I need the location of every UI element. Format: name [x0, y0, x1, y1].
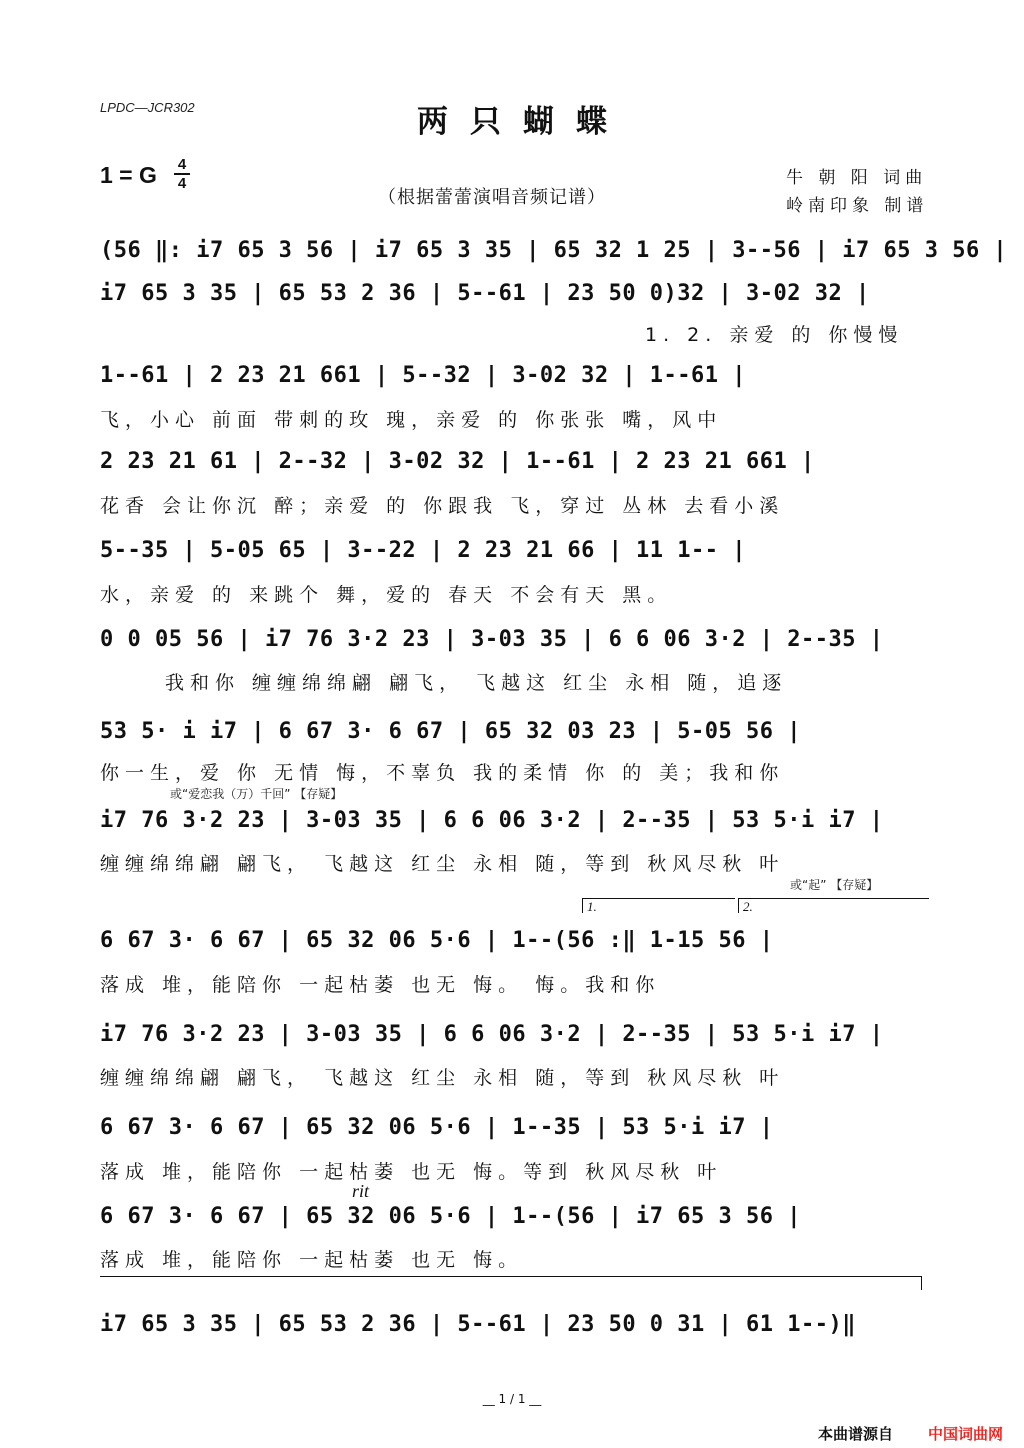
notation-row-8: i7 76 3·2 23 | 3-03 35 | 6 6 06 3·2 | 2--35 | 53 5·i i7 | — [100, 808, 884, 833]
song-title: 两只蝴蝶 — [417, 104, 629, 140]
key-signature: 1 = G — [100, 162, 157, 188]
bracket-end — [921, 1276, 922, 1290]
notation-row-7: 53 5· i i7 | 6 67 3· 6 67 | 65 32 03 23 | 5-05 56 | — [100, 719, 802, 744]
notation-row-10: i7 76 3·2 23 | 3-03 35 | 6 6 06 3·2 | 2--35 | 53 5·i i7 | — [100, 1022, 884, 1047]
ritardando-mark: rit — [352, 1181, 370, 1201]
first-ending: 1. — [582, 898, 735, 913]
doubt-note-1: 或“爱恋我（万）千回” 【存疑】 — [170, 787, 343, 801]
second-ending: 2. — [738, 898, 929, 913]
notation-row-2: i7 65 3 35 | 65 53 2 36 | 5--61 | 23 50 0)32 | 3-02 32 | — [100, 281, 870, 306]
composer-credit: 牛 朝 阳 词曲 — [786, 168, 928, 188]
notation-row-13: i7 65 3 35 | 65 53 2 36 | 5--61 | 23 50 0 31 | 61 1--)‖ — [100, 1312, 856, 1337]
bracket-line — [100, 1276, 922, 1277]
lyric-row-9: 落成 堆，能陪你 一起枯萎 也无 悔。 悔。我和你 — [100, 974, 661, 996]
time-signature — [174, 157, 190, 191]
time-signature-bottom: 4 — [177, 175, 187, 192]
lyric-row-3: 飞，小心 前面 带刺的玫 瑰，亲爱 的 你张张 嘴，风中 — [100, 409, 723, 431]
source-prefix: 本曲谱源自 — [818, 1425, 894, 1443]
notation-row-4: 2 23 21 61 | 2--32 | 3-02 32 | 1--61 | 2 23 21 661 | — [100, 449, 815, 474]
time-signature-top: 4 — [177, 156, 187, 173]
lyric-row-6: 我和你 缠缠绵绵翩 翩飞， 飞越这 红尘 永相 随，追逐 — [165, 672, 788, 694]
notation-row-12: 6 67 3· 6 67 | 65 32 06 5·6 | 1--(56 | i7 65 3 56 | — [100, 1204, 802, 1229]
lyric-row-4: 花香 会让你沉 醉；亲爱 的 你跟我 飞，穿过 丛林 去看小溪 — [100, 495, 785, 517]
score-code: LPDC—JCR302 — [100, 100, 195, 115]
notation-row-3: 1--61 | 2 23 21 661 | 5--32 | 3-02 32 | 1--61 | — [100, 363, 747, 388]
notation-row-1: (56 ‖: i7 65 3 56 | i7 65 3 35 | 65 32 1 25 | 3--56 | i7 65 3 56 | — [100, 238, 1008, 263]
lyric-row-12: 落成 堆，能陪你 一起枯萎 也无 悔。 — [100, 1249, 524, 1271]
lyric-row-7: 你一生，爱 你 无情 悔，不辜负 我的柔情 你 的 美；我和你 — [100, 762, 785, 784]
lyric-row-8: 缠缠绵绵翩 翩飞， 飞越这 红尘 永相 随，等到 秋风尽秋 叶 — [100, 853, 785, 875]
transcription-note: （根据蕾蕾演唱音频记谱） — [378, 187, 606, 208]
lyric-row-2: 1. 2. 亲爱 的 你慢慢 — [645, 324, 904, 346]
notation-row-6: 0 0 05 56 | i7 76 3·2 23 | 3-03 35 | 6 6 06 3·2 | 2--35 | — [100, 627, 884, 652]
lyric-row-11: 落成 堆，能陪你 一起枯萎 也无 悔。等到 秋风尽秋 叶 — [100, 1161, 723, 1183]
lyric-row-5: 水，亲爱 的 来跳个 舞，爱的 春天 不会有天 黑。 — [100, 584, 673, 606]
source-site-link[interactable]: 中国词曲网 — [928, 1425, 1004, 1443]
doubt-note-2: 或“起” 【存疑】 — [790, 878, 879, 892]
lyric-row-10: 缠缠绵绵翩 翩飞， 飞越这 红尘 永相 随，等到 秋风尽秋 叶 — [100, 1067, 785, 1089]
notation-row-9: 6 67 3· 6 67 | 65 32 06 5·6 | 1--(56 :‖ 1-15 56 | — [100, 928, 774, 953]
page-number: __ 1 / 1 __ — [482, 1392, 542, 1406]
notation-row-11: 6 67 3· 6 67 | 65 32 06 5·6 | 1--35 | 53 5·i i7 | — [100, 1115, 774, 1140]
arranger-credit: 岭南印象 制谱 — [786, 196, 929, 216]
notation-row-5: 5--35 | 5-05 65 | 3--22 | 2 23 21 66 | 11 1-- | — [100, 538, 747, 563]
